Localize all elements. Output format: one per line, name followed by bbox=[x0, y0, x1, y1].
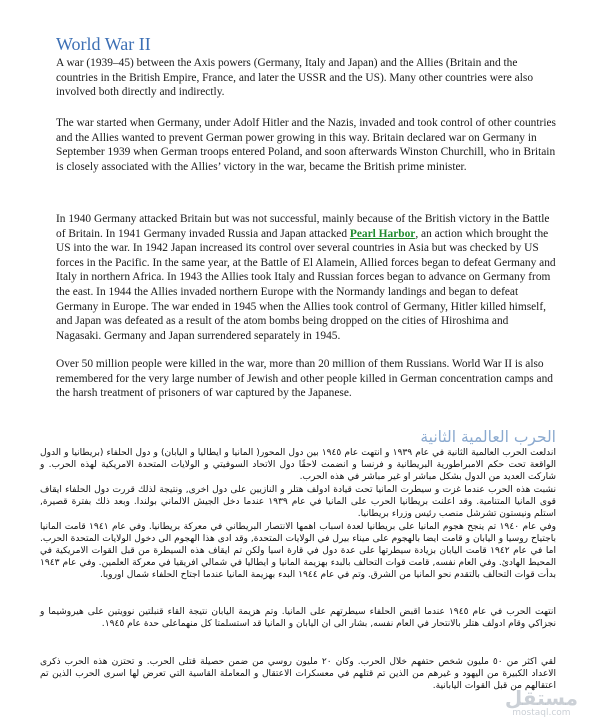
pearl-harbor-link[interactable]: Pearl Harbor bbox=[349, 227, 416, 240]
english-paragraph-3 bbox=[56, 212, 556, 343]
arabic-paragraph-1: اندلعت الحرب العالمية الثانية في عام ١٩٣٩ و انتهت عام ١٩٤٥ بين دول المحور( المانيا و ايطاليا و اليابان) و دول الحلفاء (بريطانيا و الدول الواقعة تحت حكم الامبراطورية البريطانية و فرنسا و انضمت لاحقًا دول الاتحاد السوفيتي و الولايات المتحدة الامريكية لهذه الحرب. و شاركت العديد من الدول بشكل مباشر او غير مباشر في هذه الحرب. bbox=[40, 448, 556, 483]
arabic-paragraph-5: لقي اكثر من ٥٠ مليون شخص حتفهم خلال الحرب. وكان ٢٠ مليون روسي من ضمن حصيلة قتلى الحرب. و تحتزن هذه الحرب ذكرى الاعداد الكبيرة من اليهود و غيرهم من الذين تم قتلهم في معسكرات الاعتقال و المعاملة القاسية التي تعرض لها اسرى الحرب الذين تم اعتقالهم من قبل القوات اليابانية. bbox=[40, 657, 556, 692]
arabic-paragraph-2: نشبت هذه الحرب عندما غزت و سيطرت المانيا تحت قيادة ادولف هتلر و النازيين على دول اخرى, ونتيجة لذلك قررت دول الحلفاء ايقاف قوى المانيا المتنامية. وقد اعلنت بريطانيا الحرب على المانيا في عام ١٩٣٩ عندما دخل الجيش الالماني بولندا. وبعد ذلك بفترة قصيرة, استلم ونيستون تشرشل منصب رئيس وزراء بريطانيا. bbox=[40, 485, 556, 520]
arabic-paragraph-4: انتهت الحرب في عام ١٩٤٥ عندما اقبض الحلفاء سيطرتهم على المانيا. وتم هزيمة اليابان نتيجة القاء قنبلتين نوويتين على هيروشيما و نجزاكي وقام ادولف هتلر بالانتحار في العام نفسه, بشار الى ان اليابان و المانيا قد استسلمتا كل منهماعلى حدة عام ١٩٤٥. bbox=[40, 607, 556, 630]
watermark-arabic: مستقل bbox=[504, 686, 578, 710]
paragraph-text: , an action which brought the US into the war. In 1942 Japan increased its control over several countries in Asia but was checked by US forces in the Pacific. In the same year, at the Battle of El Alamein, Allied forces began to defeat Germany and Italy in northern Africa. In 1943 the Allies took Italy and Russian forces began to advance on Germany from the east. In 1944 the Allies invaded northern Europe with the Normandy landings and began to defeat Germany in Europe. The war ended in 1945 when the Allies took control of Germany, Hitler killed himself, and Japan was defeated as a result of the atom bombs being dropped on the cities of Hiroshima and Nagasaki. Germany and Japan surrendered separately in 1945. bbox=[56, 227, 556, 342]
english-paragraph-4: Over 50 million people were killed in the war, more than 20 million of them Russians. World War II is also remembered for the very large number of Jewish and other people killed in German concentration camps and the harsh treatment of prisoners of war captured by the Japanese. bbox=[56, 358, 553, 400]
arabic-title: الحرب العالمية الثانية bbox=[420, 428, 556, 446]
english-paragraph-1: A war (1939–45) between the Axis powers (Germany, Italy and Japan) and the Allies (Britain and the countries in the British Empire, France, and later the USSR and the US). Many other countries were also involved both directly and indirectly. bbox=[56, 57, 534, 99]
english-paragraph-2: The war started when Germany, under Adolf Hitler and the Nazis, invaded and took control of other countries and the Allies wanted to prevent German power growing in this way. Britain declared war on Germany in September 1939 when German troops entered Poland, and soon afterwards Winston Churchill, who in Britain is closely associated with the Allies’ victory in the war, became the British prime minister. bbox=[56, 117, 556, 173]
paragraph-text: In 1940 Germany attacked Britain but was not successful, mainly because of the British victory in the Battle of Britain. In 1941 Germany invaded Russia and Japan attacked bbox=[56, 213, 550, 240]
english-title: World War II bbox=[56, 34, 151, 54]
watermark-logo bbox=[505, 688, 578, 719]
arabic-paragraph-3: وفي عام ١٩٤٠ تم ينجح هجوم المانيا على بريطانيا لعدة اسباب اهمها الانتصار البريطاني في معركة بريطانيا. وفي عام ١٩٤١ قامت المانيا باجتياح روسيا و اليابان و قامت ايضا بالهجوم على ميناء بيرل في الولايات المتحدة, وقد ادى هذا الهجوم الى دخول الولايات المتحدة الحرب. اما في عام ١٩٤٢ قامت اليابان بزيادة سيطرتها على عدة دول في قارة اسيا ولكن تم ايقاف هذه السيطرة من قبل القوات الامريكية في المحيط الهادئ. وفي العام نفسه, قامت قوات التحالف بالبدء بهزيمة المانيا و ايطاليا في شمالي افريقيا في معركة العلمين. وفي عام ١٩٤٣ بدأت قوات التحالف بالتقدم نحو المانيا من الشرق. وتم في عام ١٩٤٤ البدء بهزيمة المانيا عندما اجتاح الحلفاء شمال اوروبا. bbox=[40, 522, 556, 581]
watermark-latin: mostaql.com bbox=[512, 708, 571, 718]
